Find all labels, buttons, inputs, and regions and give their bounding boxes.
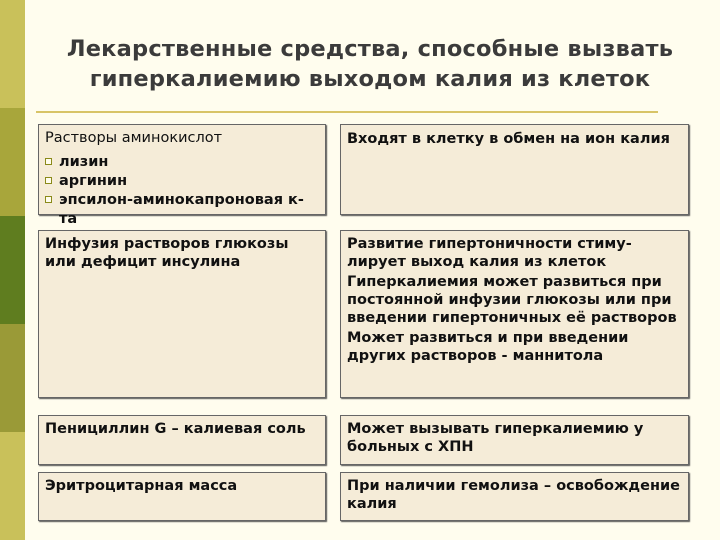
row1-right-text: Входят в клетку в обмен на ион калия [347,131,670,147]
row2-right-text-3: Может развиться и при введении других растворов - маннитола [347,330,629,364]
row3-right-text: Может вызывать гиперкалиемию у больных с ХПН [347,421,644,455]
row3-right-cell [340,415,689,465]
row4-left-cell [38,472,326,521]
slide-title [40,34,700,94]
list-item: лизин [45,153,319,172]
sidebar-block [0,432,25,540]
sidebar-block [0,0,25,108]
sidebar-block [0,108,25,216]
row1-left-cell [38,124,326,227]
row1-left-heading: Растворы аминокислот [45,130,223,146]
bullet-square-icon [45,177,52,184]
slide-title-line2: гиперкалиемию выходом калия из клеток [89,66,651,92]
bullet-square-icon [45,196,52,203]
slide-title-line1: Лекарственные средства, способные вызвать [66,36,674,62]
row1-right-cell [340,124,689,215]
row2-left-cell [38,230,326,398]
row4-right-text: При наличии гемолиза – освобождение калия [347,478,680,512]
bullet-square-icon [45,158,52,165]
list-item: эпсилон-аминокапроновая к-та [45,191,319,229]
row2-left-heading: Инфузия растворов глюкозы или дефицит инсулина [45,236,289,270]
row4-left-heading: Эритроцитарная масса [45,478,238,494]
sidebar-block [0,324,25,432]
row2-right-text-2: Гиперкалиемия может развиться при постоянной инфузии глюкозы или при введении гипертоничных её растворов [347,274,677,326]
row4-right-cell [340,472,689,521]
list-item: аргинин [45,172,319,191]
amino-acid-list [45,153,319,229]
decorative-sidebar [0,0,25,540]
sidebar-block [0,216,25,324]
row3-left-cell [38,415,326,465]
row3-left-heading: Пенициллин G – калиевая соль [45,421,306,437]
title-divider [36,111,658,113]
row2-right-cell [340,230,689,398]
row2-right-text-1: Развитие гипертоничности стиму-лирует выход калия из клеток [347,236,632,270]
